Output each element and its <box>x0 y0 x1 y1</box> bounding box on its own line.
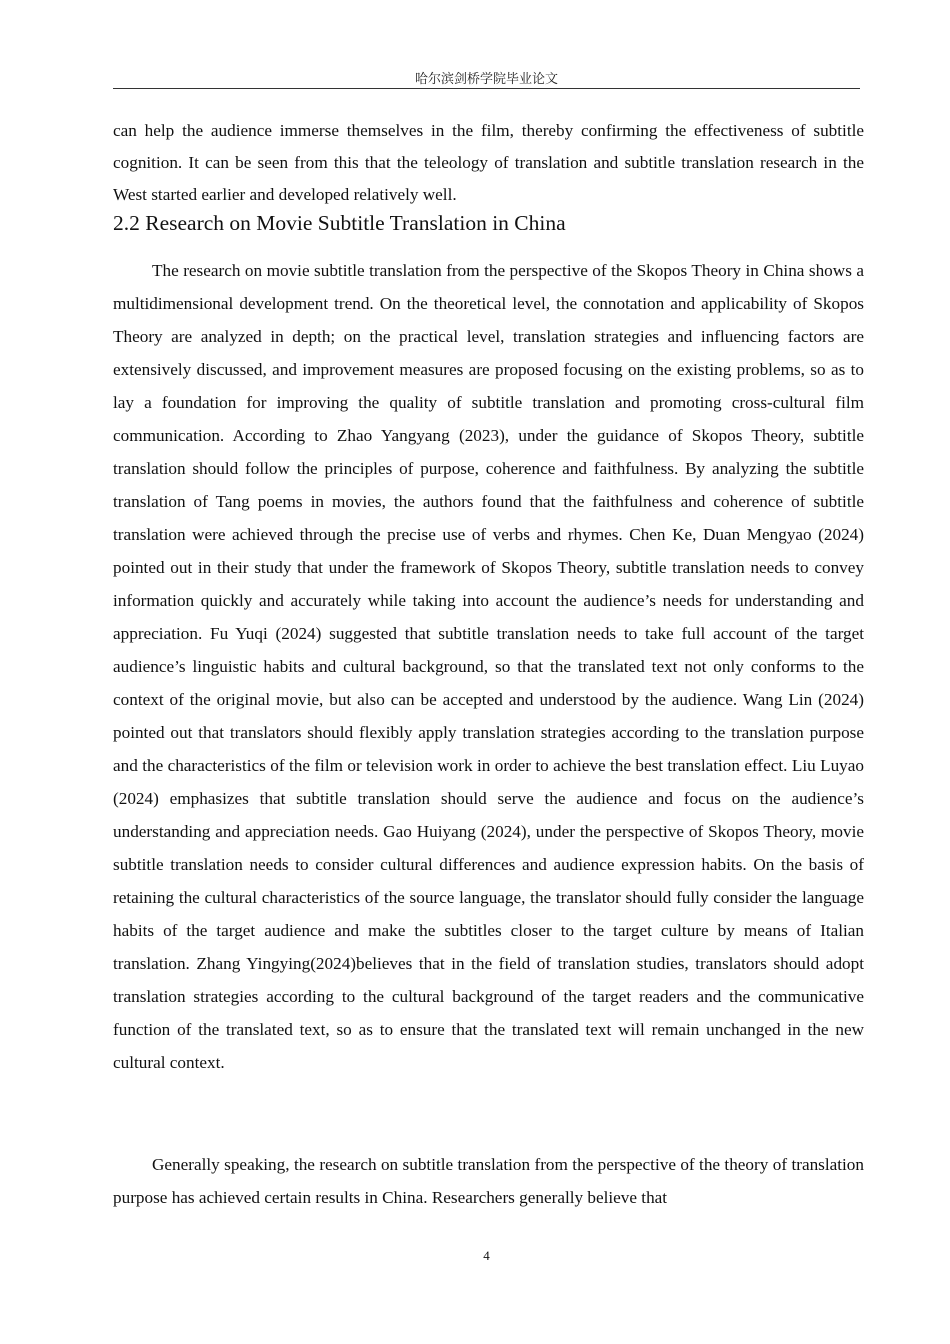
running-header: 哈尔滨剑桥学院毕业论文 <box>414 72 558 87</box>
section-heading: 2.2 Research on Movie Subtitle Translation in China <box>113 211 566 235</box>
paragraph-summary: Generally speaking, the research on subtitle translation from the perspective of the theory of translation purpose has achieved certain results in China. Researchers generally believe that <box>113 1155 864 1207</box>
paragraph-continued: can help the audience immerse themselves in the film, thereby confirming the effectiveness of subtitle cognition. It can be seen from this that the teleology of translation and subtitle translation research in the West started earlier and developed relatively well. <box>113 121 864 205</box>
paragraph-main: The research on movie subtitle translation from the perspective of the Skopos Theory in China shows a multidimensional development trend. On the theoretical level, the connotation and applicability of Skopos Theory are analyzed in depth; on the practical level, translation strategies and influencing factors are extensively discussed, and improvement measures are proposed focusing on the existing problems, so as to lay a foundation for improving the quality of subtitle translation and promoting cross-cultural film communication. According to Zhao Yangyang (2023), under the guidance of Skopos Theory, subtitle translation should follow the principles of purpose, coherence and faithfulness. By analyzing the subtitle translation of Tang poems in movies, the authors found that the faithfulness and coherence of subtitle translation were achieved through the precise use of verbs and rhymes. Chen Ke, Duan Mengyao (2024) pointed out in their study that under the framework of Skopos Theory, subtitle translation needs to convey information quickly and accurately while taking into account the audience’s needs for understanding and appreciation. Fu Yuqi (2024) suggested that subtitle translation needs to take full account of the target audience’s linguistic habits and cultural background, so that the translated text not only conforms to the context of the original movie, but also can be accepted and understood by the audience. Wang Lin (2024) pointed out that translators should flexibly apply translation strategies according to the translation purpose and the characteristics of the film or television work in order to achieve the best translation effect. Liu Luyao (2024) emphasizes that subtitle translation should serve the audience and focus on the audience’s understanding and appreciation needs. Gao Huiyang (2024), under the perspective of Skopos Theory, movie subtitle translation needs to consider cultural differences and audience expression habits. On the basis of retaining the cultural characteristics of the source language, the translator should fully consider the language habits of the target audience and make the subtitles closer to the target culture by means of Italian translation. Zhang Yingying(2024)believes that in the field of translation studies, translators should adopt translation strategies according to the cultural background of the target readers and the communicative function of the translated text, so as to ensure that the translated text will remain unchanged in the new cultural context. <box>113 261 864 1073</box>
header-divider <box>113 88 860 89</box>
page-number: 4 <box>483 1248 490 1263</box>
